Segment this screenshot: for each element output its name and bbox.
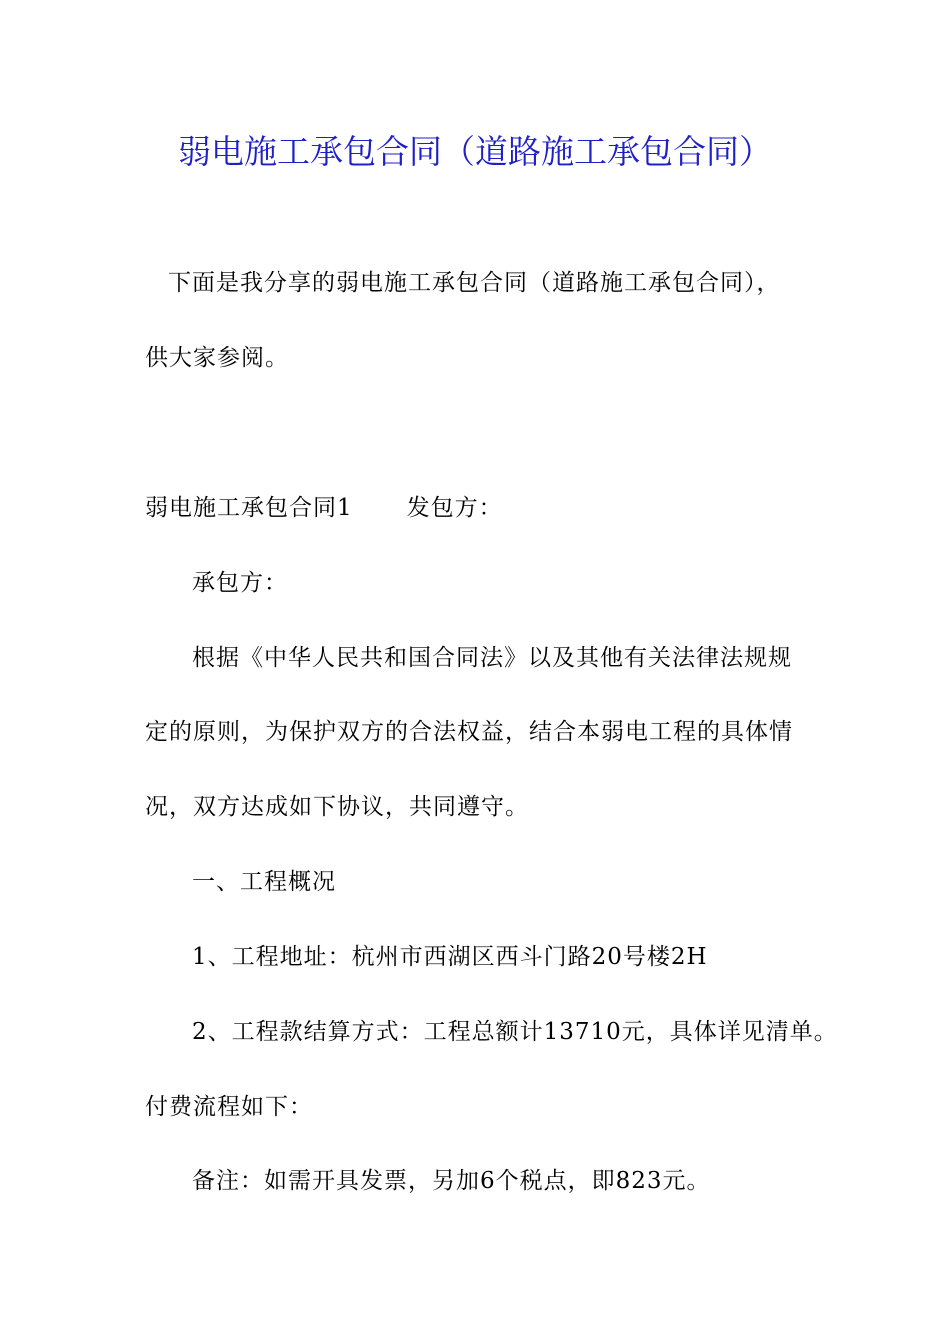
paragraph-1-line-1: 根据《中华人民共和国合同法》以及其他有关法律法规规	[192, 645, 792, 671]
item-2-line-2: 付费流程如下：	[145, 1094, 313, 1120]
intro-line-2: 供大家参阅。	[145, 345, 289, 371]
section-1-heading: 一、工程概况	[192, 869, 336, 895]
item-1-address: 1、工程地址：杭州市西湖区西斗门路20号楼2H	[192, 944, 708, 970]
intro-line-1: 下面是我分享的弱电施工承包合同（道路施工承包合同），	[168, 270, 781, 296]
party-a-label: 发包方：	[406, 495, 503, 521]
item-2-line-1: 2、工程款结算方式：工程总额计13710元，具体详见清单。	[192, 1019, 838, 1045]
paragraph-1-line-3: 况，双方达成如下协议，共同遵守。	[145, 794, 529, 820]
document-title: 弱电施工承包合同（道路施工承包合同）	[178, 132, 772, 171]
contract-heading-row	[145, 493, 503, 523]
paragraph-1-line-2: 定的原则，为保护双方的合法权益，结合本弱电工程的具体情	[145, 719, 793, 745]
invoice-note: 备注：如需开具发票，另加6个税点，即823元。	[192, 1168, 711, 1194]
contract-heading: 弱电施工承包合同1	[145, 495, 353, 521]
party-b-label: 承包方：	[192, 570, 288, 596]
